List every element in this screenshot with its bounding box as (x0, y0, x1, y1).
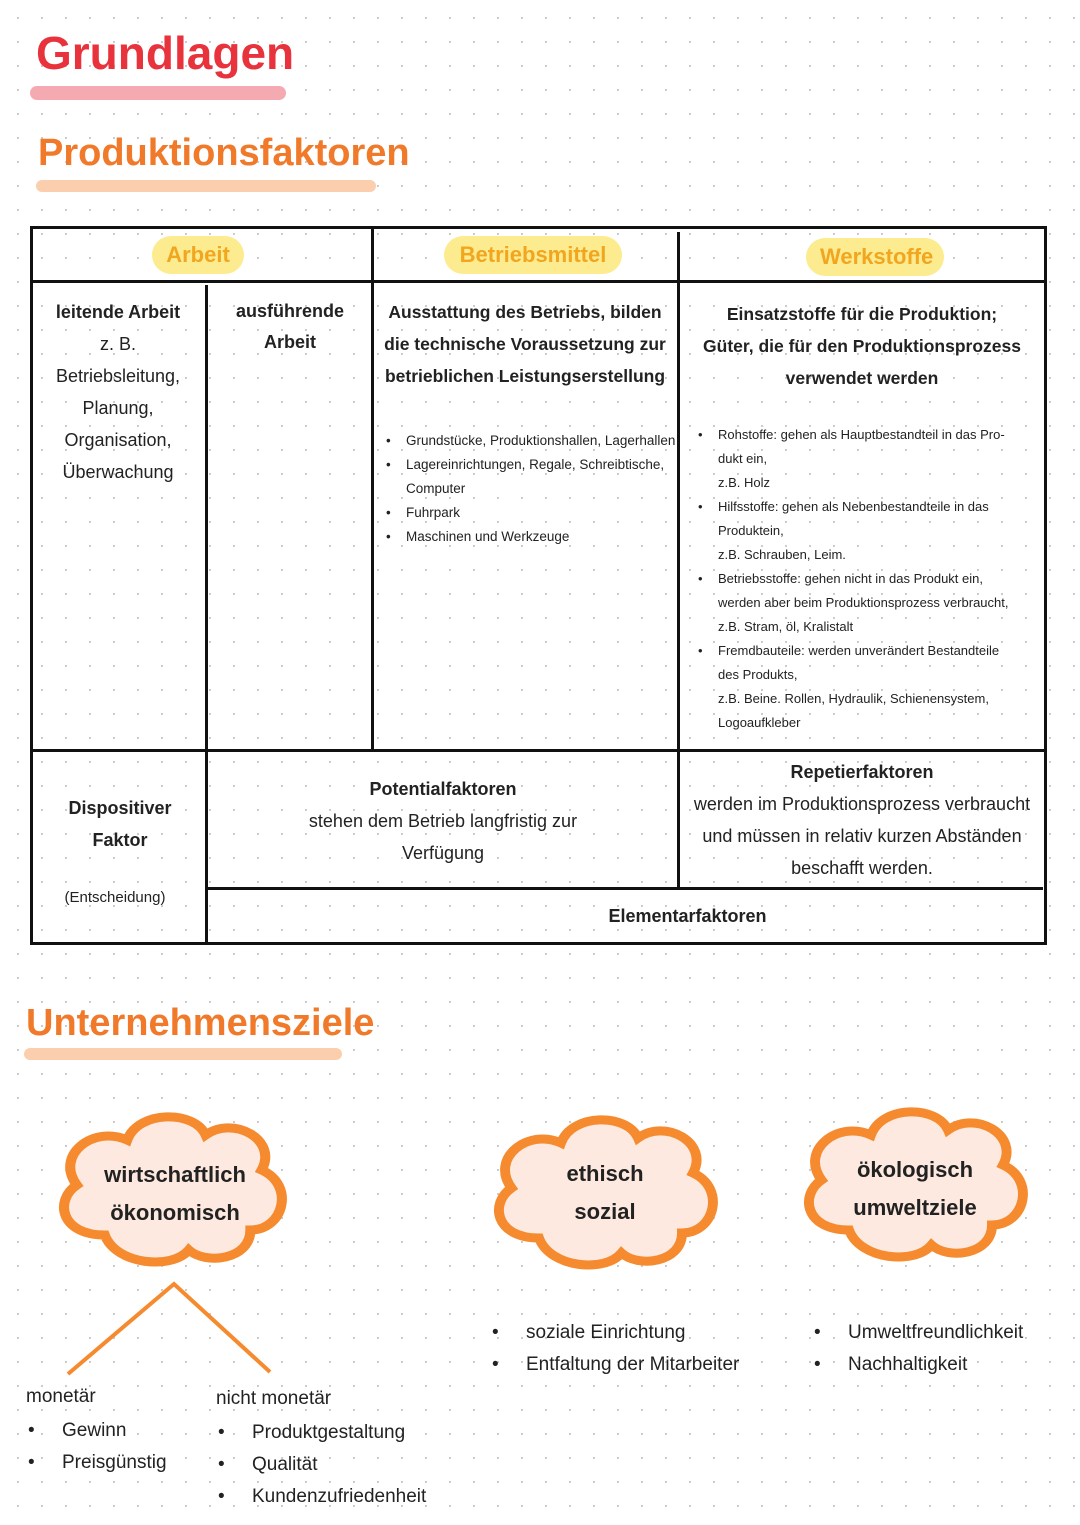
text-line: beschafft werden. (791, 858, 933, 878)
text-line: sozial (574, 1199, 636, 1224)
nicht-monetaer-list (216, 1417, 426, 1513)
branch-lines (68, 1284, 270, 1374)
list-item: • Lagereinrichtungen, Regale, Schreibtische, (382, 453, 674, 477)
text-line: betrieblichen Leistungserstellung (384, 366, 666, 386)
cloud-text (830, 1151, 1000, 1227)
section-heading-unternehmensziele: Unternehmensziele (26, 1002, 375, 1044)
potential-title: Potentialfaktoren (369, 779, 517, 799)
monetaer-label: monetär (26, 1386, 96, 1407)
list-item: • Hilfsstoffe: gehen als Nebenbestandteile in das (694, 495, 1040, 519)
sozial-list (490, 1317, 739, 1381)
text-line: stehen dem Betrieb langfristig zur (308, 811, 578, 831)
text-line: werden im Produktionsprozess verbraucht (693, 794, 1031, 814)
text-line: Dispositiver (68, 798, 172, 818)
list-item: • Umweltfreundlichkeit (812, 1317, 1023, 1349)
list-item: • Preisgünstig (26, 1447, 167, 1479)
list-item: • Nachhaltigkeit (812, 1349, 1023, 1381)
header-werkstoffe: Werkstoffe (806, 238, 944, 276)
list-item: • Produktgestaltung (216, 1417, 426, 1449)
leitende-title: leitende Arbeit (55, 302, 181, 322)
text-line: ausführende (235, 301, 345, 321)
text-line: Organisation, (64, 430, 172, 450)
nicht-monetaer-label: nicht monetär (216, 1388, 332, 1409)
oeko-list (812, 1317, 1023, 1381)
elementarfaktoren: Elementarfaktoren (608, 906, 767, 926)
list-item: • Fremdbauteile: werden unverändert Bestandteile (694, 639, 1040, 663)
entscheidung-note: (Entscheidung) (64, 889, 166, 906)
text-line: Betriebsleitung, (55, 366, 181, 386)
list-item: des Produkts, (718, 667, 798, 682)
list-item: • Grundstücke, Produktionshallen, Lagerhallen (382, 429, 674, 453)
monetaer-list (26, 1415, 167, 1479)
text-line: Einsatzstoffe für die Produktion; (726, 304, 998, 324)
list-item: • Rohstoffe: gehen als Hauptbestandteil in das Pro- (694, 423, 1040, 447)
list-item: z.B. Stram, öl, Kralistalt (718, 619, 854, 634)
list-item: z.B. Holz (718, 475, 771, 490)
header-betriebsmittel: Betriebsmittel (444, 236, 622, 274)
text-line: Überwachung (62, 462, 174, 482)
text-line: ökonomisch (110, 1200, 240, 1225)
list-item: • soziale Einrichtung (490, 1317, 739, 1349)
list-item: • Qualität (216, 1449, 426, 1481)
list-item: • Betriebsstoffe: gehen nicht in das Produkt ein, (694, 567, 1040, 591)
text-line: verwendet werden (785, 368, 939, 388)
text-line: und müssen in relativ kurzen Abständen (702, 826, 1022, 846)
text-line: Verfügung (401, 843, 485, 863)
text-line: Ausstattung des Betriebs, bilden (388, 302, 662, 322)
text-line: die technische Voraussetzung zur (384, 334, 666, 354)
list-item: Computer (406, 481, 466, 496)
cloud-text (80, 1156, 270, 1232)
text-line: umweltziele (853, 1195, 977, 1220)
text-line: z. B. (99, 334, 136, 354)
cloud-text (520, 1155, 690, 1231)
section-heading-produktionsfaktoren: Produktionsfaktoren (38, 132, 410, 174)
list-item: • Entfaltung der Mitarbeiter (490, 1349, 739, 1381)
list-item: werden aber beim Produktionsprozess verbraucht, (718, 595, 1009, 610)
text-line: ethisch (566, 1161, 644, 1186)
text-line: Güter, die für den Produktionsprozess (703, 336, 1021, 356)
text-line: Planung, (82, 398, 154, 418)
text-line: Faktor (92, 830, 148, 850)
list-item: z.B. Schrauben, Leim. (718, 547, 846, 562)
text-line: Arbeit (263, 332, 316, 352)
list-item: • Gewinn (26, 1415, 167, 1447)
text-line: wirtschaftlich (104, 1162, 246, 1187)
repetier-title: Repetierfaktoren (790, 762, 934, 782)
list-item: z.B. Beine. Rollen, Hydraulik, Schienensystem, (718, 691, 989, 706)
list-item: dukt ein, (718, 451, 768, 466)
list-item: • Maschinen und Werkzeuge (382, 525, 674, 549)
list-item: Logoaufkleber (718, 715, 801, 730)
list-item: • Fuhrpark (382, 501, 674, 525)
header-arbeit: Arbeit (152, 236, 244, 274)
page-title: Grundlagen (36, 27, 295, 79)
list-item: • Kundenzufriedenheit (216, 1481, 426, 1513)
list-item: Produktein, (718, 523, 784, 538)
text-line: ökologisch (856, 1157, 974, 1182)
